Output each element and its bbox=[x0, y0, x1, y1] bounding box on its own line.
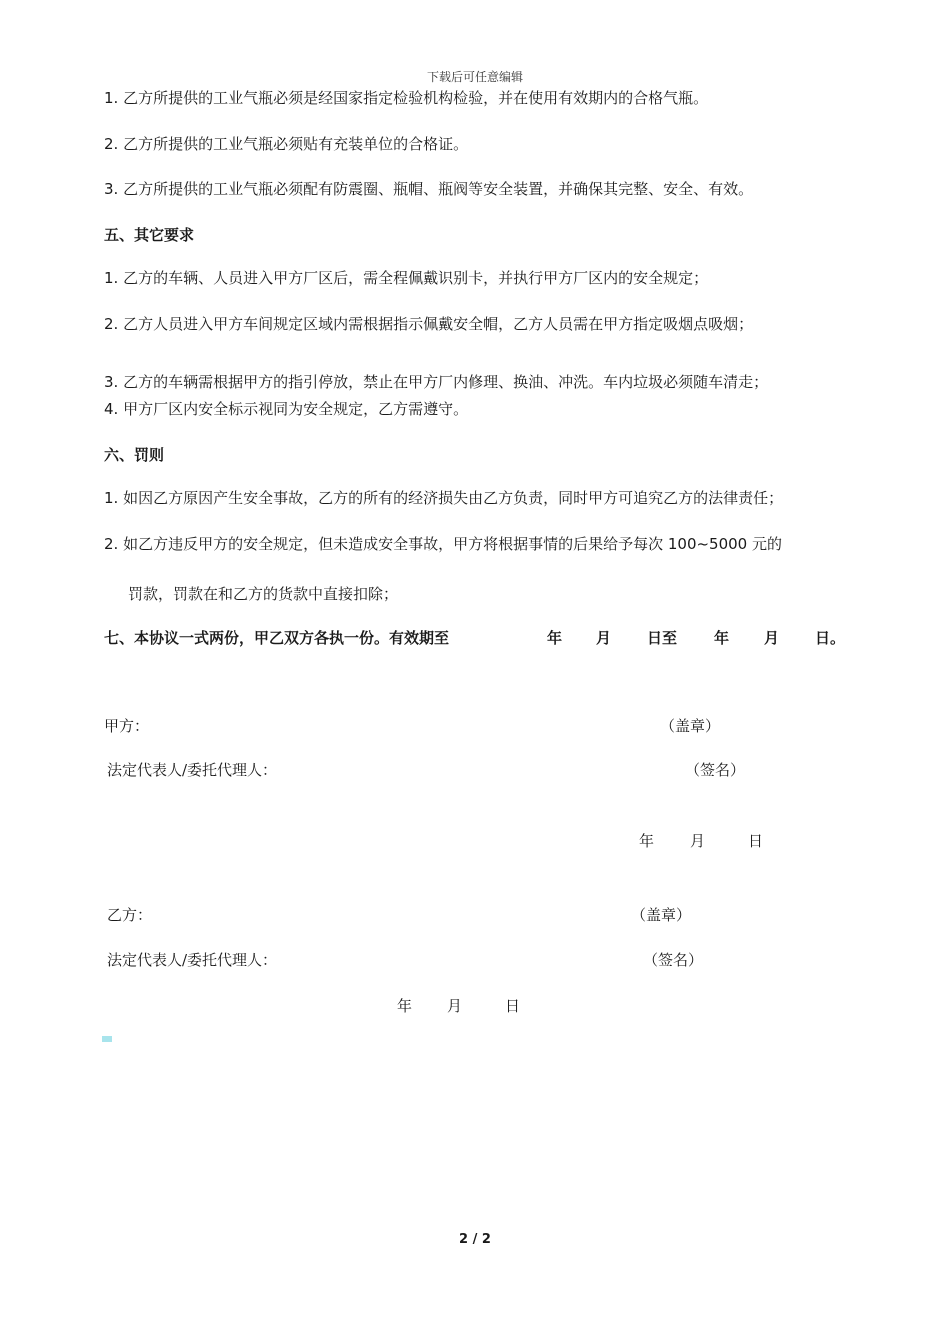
party-a-rep-label: 法定代表人/委托代理人： bbox=[107, 761, 278, 779]
party-a-date-month: 月 bbox=[690, 832, 706, 850]
section4-item-2: 2. 乙方所提供的工业气瓶必须贴有充装单位的合格证。 bbox=[104, 135, 469, 153]
highlight-marker bbox=[102, 1036, 112, 1042]
section5-item-4: 4. 甲方厂区内安全标示视同为安全规定，乙方需遵守。 bbox=[104, 400, 469, 418]
party-b-date-month: 月 bbox=[447, 997, 463, 1015]
party-b-seal: （盖章） bbox=[631, 906, 692, 924]
validity-year-start: 年 bbox=[547, 629, 563, 647]
party-b-label: 乙方： bbox=[107, 906, 153, 924]
header-note: 下载后可任意编辑 bbox=[426, 70, 523, 84]
section4-item-3: 3. 乙方所提供的工业气瓶必须配有防震圈、瓶帽、瓶阀等安全装置，并确保其完整、安全、有效。 bbox=[104, 180, 754, 198]
section5-item-1: 1. 乙方的车辆、人员进入甲方厂区后，需全程佩戴识别卡，并执行甲方厂区内的安全规定； bbox=[104, 269, 709, 287]
section5-heading: 五、其它要求 bbox=[104, 226, 195, 244]
section6-item-2-continued: 罚款，罚款在和乙方的货款中直接扣除； bbox=[128, 585, 399, 603]
party-b-date-year: 年 bbox=[397, 997, 413, 1015]
validity-year-end: 年 bbox=[714, 629, 730, 647]
section5-item-2: 2. 乙方人员进入甲方车间规定区域内需根据指示佩戴安全帽，乙方人员需在甲方指定吸烟点吸烟； bbox=[104, 315, 754, 333]
page-number: 2 / 2 bbox=[459, 1232, 491, 1247]
validity-month-start: 月 bbox=[596, 629, 612, 647]
section7-heading: 七、本协议一式两份，甲乙双方各执一份。有效期至 bbox=[104, 629, 450, 647]
section6-item-2: 2. 如乙方违反甲方的安全规定，但未造成安全事故，甲方将根据事情的后果给予每次 100~5000 元的 bbox=[104, 535, 782, 553]
party-b-rep-label: 法定代表人/委托代理人： bbox=[107, 951, 278, 969]
section4-item-1: 1. 乙方所提供的工业气瓶必须是经国家指定检验机构检验，并在使用有效期内的合格气瓶。 bbox=[104, 89, 709, 107]
section5-item-3: 3. 乙方的车辆需根据甲方的指引停放，禁止在甲方厂内修理、换油、冲洗。车内垃圾必须随车清走； bbox=[104, 373, 769, 391]
section6-item-1: 1. 如因乙方原因产生安全事故，乙方的所有的经济损失由乙方负责，同时甲方可追究乙方的法律责任； bbox=[104, 489, 784, 507]
party-a-date-year: 年 bbox=[639, 832, 655, 850]
party-a-label: 甲方： bbox=[104, 717, 150, 735]
section6-heading: 六、罚则 bbox=[104, 446, 165, 464]
validity-day-end: 日。 bbox=[815, 629, 846, 647]
party-a-seal: （盖章） bbox=[660, 717, 721, 735]
validity-day-start: 日至 bbox=[647, 629, 678, 647]
party-a-sign: （签名） bbox=[685, 761, 746, 779]
party-a-date-day: 日 bbox=[748, 832, 764, 850]
party-b-date-day: 日 bbox=[505, 997, 521, 1015]
party-b-sign: （签名） bbox=[643, 951, 704, 969]
validity-month-end: 月 bbox=[764, 629, 780, 647]
